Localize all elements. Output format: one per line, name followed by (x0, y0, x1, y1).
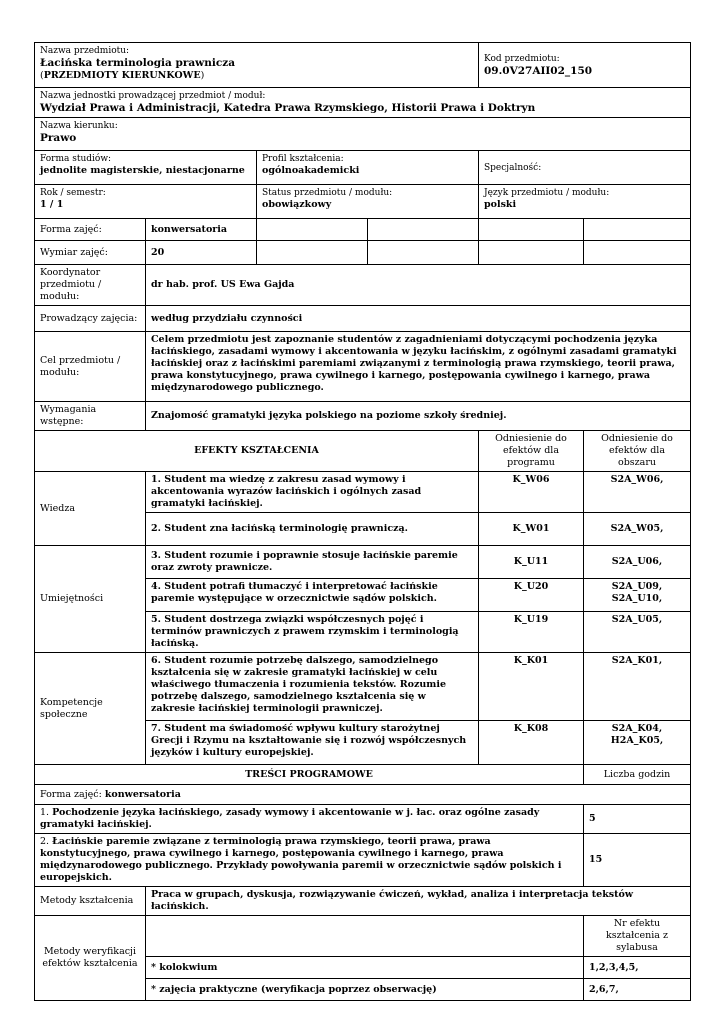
outcome-area-ref: S2A_K01, (584, 653, 691, 721)
empty-cell (257, 219, 368, 241)
language-cell (479, 185, 691, 219)
content-item-hours: 5 (584, 805, 691, 834)
outcome-row (35, 546, 691, 579)
field-row (35, 118, 691, 151)
content-item-text: Łacińskie paremie związane z terminologią prawa rzymskiego, teorii prawa, prawa konstytucyjnego, prawa cywilnego i karnego, postępowania cywilnego i karnego, prawa międzynarodowego publicznego. Przykłady powoływania paremii w orzecznictwie sądów polskich i europejskich. (40, 836, 562, 883)
outcome-area-ref: S2A_U06, (584, 546, 691, 579)
content-form-value: konwersatoria (104, 788, 181, 800)
requirements-row (35, 402, 691, 431)
outcome-row (35, 472, 691, 513)
content-form-label: Forma zajęć: (40, 788, 102, 800)
course-name: Łacińska terminologia prawnicza (40, 57, 235, 69)
content-item-cell (35, 805, 584, 834)
year-label: Rok / semestr: (40, 188, 106, 198)
knowledge-label: Wiedza (35, 472, 146, 546)
verification-refs: 1,2,3,4,5, (584, 957, 691, 979)
class-hours-value: 20 (146, 241, 257, 265)
unit-cell (35, 88, 691, 118)
study-row (35, 151, 691, 185)
coordinator-value: dr hab. prof. US Ewa Gajda (146, 265, 691, 306)
empty-cell (368, 219, 479, 241)
year-cell (35, 185, 257, 219)
header-row (35, 43, 691, 88)
course-group-close: ) (200, 70, 205, 81)
outcome-area-ref (584, 579, 691, 612)
study-form-value: jednolite magisterskie, niestacjonarne (40, 165, 245, 176)
area-ref-header: Odniesienie do efektów dla obszaru (584, 431, 691, 472)
outcomes-header-row (35, 431, 691, 472)
outcome-area-ref-2: H2A_K05, (610, 735, 664, 746)
empty-cell (368, 241, 479, 265)
skills-label: Umiejętności (35, 546, 146, 653)
outcome-area-ref: S2A_U05, (584, 612, 691, 653)
verification-method: * zajęcia praktyczne (weryfikacja poprzez obserwację) (146, 979, 584, 1001)
course-code-cell (479, 43, 691, 88)
course-name-cell (35, 43, 479, 88)
social-competence-label: Kompetencje społeczne (35, 653, 146, 765)
verification-refs: 2,6,7, (584, 979, 691, 1001)
course-code-label: Kod przedmiotu: (484, 53, 560, 64)
language-label: Język przedmiotu / modułu: (484, 188, 610, 198)
empty-cell (584, 241, 691, 265)
teacher-label: Prowadzący zajęcia: (35, 306, 146, 332)
content-header-row (35, 765, 691, 785)
outcome-area-ref: S2A_W05, (584, 513, 691, 546)
methods-value: Praca w grupach, dyskusja, rozwiązywanie ćwiczeń, wykład, analiza i interpretacja tekstów łacińskich. (146, 887, 691, 916)
profile-cell (257, 151, 479, 185)
methods-label: Metody kształcenia (35, 887, 146, 916)
field-label: Nazwa kierunku: (40, 121, 118, 131)
outcome-text: 2. Student zna łacińską terminologię prawniczą. (146, 513, 479, 546)
class-form-value: konwersatoria (146, 219, 257, 241)
course-code: 09.0V27AII02_150 (484, 64, 593, 77)
course-group-open: ( (40, 70, 44, 81)
teacher-row (35, 306, 691, 332)
empty-cell (479, 241, 584, 265)
requirements-label: Wymagania wstępne: (35, 402, 146, 431)
profile-value: ogólnoakademicki (262, 165, 360, 176)
outcome-text: 6. Student rozumie potrzebę dalszego, samodzielnego kształcenia się w zakresie gramatyki łacińskiej w celu właściwego tłumaczenia i rozumienia tekstów. Rozumie potrzebę dalszego, samodzielnego kształcenia się w zakresie łacińskiej terminologii prawniczej. (146, 653, 479, 721)
empty-cell (584, 219, 691, 241)
outcome-program-ref: K_K01 (479, 653, 584, 721)
teacher-value: według przydziału czynności (146, 306, 691, 332)
syllabus-table (34, 42, 691, 1001)
class-hours-row (35, 241, 691, 265)
content-item-row (35, 834, 691, 887)
empty-cell (479, 219, 584, 241)
verification-header-row (35, 916, 691, 957)
methods-row (35, 887, 691, 916)
coordinator-label: Koordynator przedmiotu / modułu: (35, 265, 146, 306)
language-value: polski (484, 199, 517, 210)
outcome-program-ref: K_W01 (479, 513, 584, 546)
study-form-label: Forma studiów: (40, 154, 112, 164)
year-row (35, 185, 691, 219)
outcome-program-ref: K_U11 (479, 546, 584, 579)
empty-cell (146, 916, 584, 957)
coordinator-row (35, 265, 691, 306)
content-item-hours: 15 (584, 834, 691, 887)
outcome-program-ref: K_K08 (479, 721, 584, 765)
outcome-area-ref: S2A_W06, (584, 472, 691, 513)
outcome-text: 3. Student rozumie i poprawnie stosuje łacińskie paremie oraz zwroty prawnicze. (146, 546, 479, 579)
verification-method: * kolokwium (146, 957, 584, 979)
unit-label: Nazwa jednostki prowadzącej przedmiot / moduł: (40, 91, 266, 101)
content-item-number: 2. (40, 836, 50, 847)
content-item-text: Pochodzenie języka łacińskiego, zasady wymowy i akcentowanie w j. łac. oraz ogólne zasady gramatyki łacińskiej. (40, 807, 540, 830)
unit-value: Wydział Prawa i Administracji, Katedra Prawa Rzymskiego, Historii Prawa i Doktryn (40, 102, 536, 114)
study-form-cell (35, 151, 257, 185)
status-label: Status przedmiotu / modułu: (262, 188, 393, 198)
outcome-area-ref (584, 721, 691, 765)
course-group: PRZEDMIOTY KIERUNKOWE (43, 70, 201, 81)
specialty-cell (479, 151, 691, 185)
verification-nr-header: Nr efektu kształcenia z sylabusa (584, 916, 691, 957)
outcome-area-ref-1: S2A_K04, (611, 723, 663, 734)
class-hours-label: Wymiar zajęć: (35, 241, 146, 265)
outcome-text: 7. Student ma świadomość wpływu kultury starożytnej Grecji i Rzymu na kształtowanie się i rozwój współczesnych języków i kultury europejskiej. (146, 721, 479, 765)
field-value: Prawo (40, 132, 77, 144)
profile-label: Profil kształcenia: (262, 154, 344, 164)
goal-row (35, 332, 691, 402)
content-item-row (35, 805, 691, 834)
outcome-area-ref-1: S2A_U09, (611, 581, 663, 592)
outcome-program-ref: K_U19 (479, 612, 584, 653)
content-hours-header: Liczba godzin (584, 765, 691, 785)
class-form-label: Forma zajęć: (35, 219, 146, 241)
program-ref-header: Odniesienie do efektów dla programu (479, 431, 584, 472)
goal-label: Cel przedmiotu / modułu: (35, 332, 146, 402)
specialty-label: Specjalność: (484, 162, 542, 173)
content-form-cell (35, 785, 691, 805)
content-item-number: 1. (40, 807, 50, 818)
content-title: TREŚCI PROGRAMOWE (35, 765, 584, 785)
status-value: obowiązkowy (262, 199, 332, 210)
content-form-row (35, 785, 691, 805)
outcome-area-ref-2: S2A_U10, (611, 593, 663, 604)
empty-cell (257, 241, 368, 265)
course-name-label: Nazwa przedmiotu: (40, 46, 130, 56)
outcome-text: 4. Student potrafi tłumaczyć i interpretować łacińskie paremie występujące w orzecznictwie sądów polskich. (146, 579, 479, 612)
requirements-value: Znajomość gramatyki języka polskiego na poziome szkoły średniej. (146, 402, 691, 431)
goal-value: Celem przedmiotu jest zapoznanie studentów z zagadnieniami dotyczącymi pochodzenia języka łacińskiego, zasadami wymowy i akcentowania w języku łacińskim, z ogólnymi zasadami gramatyki łacińskiej oraz z łacińskimi paremiami związanymi z terminologią prawa rzymskiego, teorii prawa, prawa konstytucyjnego, prawa cywilnego i karnego, postępowania cywilnego i karnego, prawa międzynarodowego publicznego. (146, 332, 691, 402)
status-cell (257, 185, 479, 219)
year-value: 1 / 1 (40, 199, 64, 210)
outcomes-title: EFEKTY KSZTAŁCENIA (35, 431, 479, 472)
class-form-row (35, 219, 691, 241)
outcome-program-ref: K_U20 (479, 579, 584, 612)
unit-row (35, 88, 691, 118)
outcome-row (35, 653, 691, 721)
verification-label: Metody weryfikacji efektów kształcenia (35, 916, 146, 1001)
field-cell (35, 118, 691, 151)
outcome-program-ref: K_W06 (479, 472, 584, 513)
outcome-text: 5. Student dostrzega związki współczesnych pojęć i terminów prawniczych z prawem rzymskim i terminologią łacińską. (146, 612, 479, 653)
outcome-text: 1. Student ma wiedzę z zakresu zasad wymowy i akcentowania wyrazów łacińskich i ogólnych zasad gramatyki łacińskiej. (146, 472, 479, 513)
content-item-cell (35, 834, 584, 887)
